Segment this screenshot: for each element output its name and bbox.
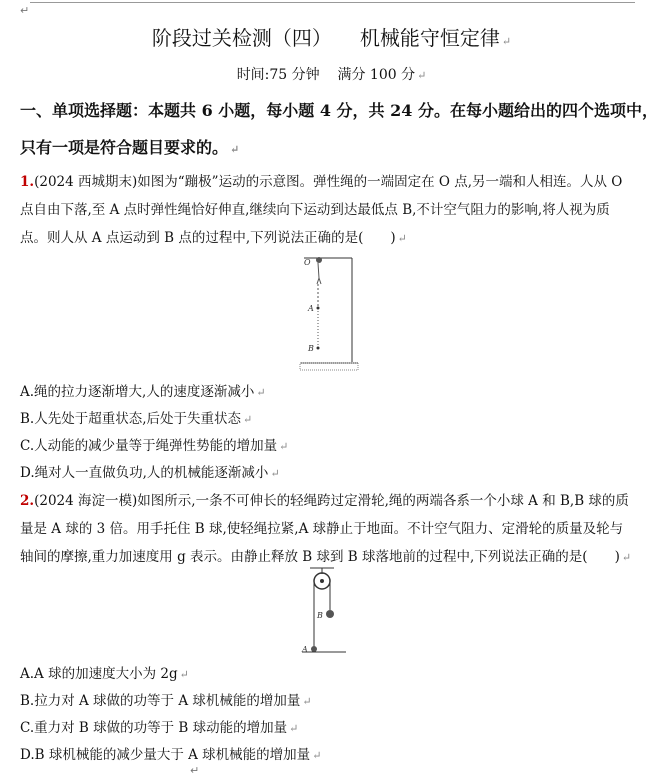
title-part1: 阶段过关检测（四） (151, 26, 332, 50)
title-part2: 机械能守恒定律 (359, 26, 500, 50)
q1-option-c: C.人动能的减少量等于绳弹性势能的增加量 ↵ (20, 438, 289, 454)
q2-option-a: A.A 球的加速度大小为 2g ↵ (20, 666, 189, 682)
q1-line3: 点。则人从 A 点运动到 B 点的过程中,下列说法正确的是( ) ↵ (20, 230, 407, 246)
q1-option-a: A.绳的拉力逐渐增大,人的速度逐渐减小 ↵ (20, 384, 266, 400)
section-heading-line2: 只有一项是符合题目要求的。 ↵ (20, 138, 240, 157)
q2-option-b: B.拉力对 A 球做的功等于 A 球机械能的增加量 ↵ (20, 693, 312, 709)
pulley-figure (300, 566, 350, 656)
page-title: 阶段过关检测（四） 机械能守恒定律 ↵ (151, 26, 512, 50)
q2-line2: 量是 A 球的 3 倍。用手托住 B 球,使轻绳拉紧,A 球静止于地面。不计空气阻力、定滑轮的质量及轮与 (20, 521, 624, 537)
header-rule (30, 2, 635, 3)
q2-line1: 2.(2024 海淀一模)如图所示,一条不可伸长的轻绳跨过定滑轮,绳的两端各系一个小球 A 和 B,B 球的质 (20, 493, 629, 509)
label-b: B (308, 344, 314, 353)
person-icon (316, 257, 322, 263)
exam-meta: 时间:75 分钟 满分 100 分 ↵ (236, 67, 427, 83)
q2-number: 2. (20, 493, 35, 509)
label-b: B (317, 611, 323, 620)
label-a: A (302, 645, 308, 654)
q2-option-d: D.B 球机械能的减少量大于 A 球机械能的增加量 ↵ (20, 747, 322, 763)
section-heading-line1: 一、单项选择题：本题共 6 小题，每小题 4 分，共 24 分。在每小题给出的四个选项中， (20, 101, 658, 120)
label-o: O (304, 258, 311, 267)
paragraph-mark: ↵ (190, 764, 200, 777)
q1-option-d: D.绳对人一直做负功,人的机械能逐渐减小 ↵ (20, 465, 280, 481)
paragraph-mark: ↵ (20, 4, 30, 17)
q1-number: 1. (20, 174, 35, 190)
q1-option-b: B.人先处于超重状态,后处于失重状态 ↵ (20, 411, 253, 427)
exam-time-score: 时间:75 分钟 满分 100 分 (236, 67, 416, 83)
label-a: A (308, 304, 314, 313)
bungee-figure (296, 250, 362, 376)
q1-line2: 点自由下落,至 A 点时弹性绳恰好伸直,继续向下运动到达最低点 B,不计空气阻力的影响,将人视为质 (20, 202, 610, 218)
q1-line1: 1.(2024 西城期末)如图为“蹦极”运动的示意图。弹性绳的一端固定在 O 点,另一端和人相连。人从 O (20, 174, 623, 190)
q2-option-c: C.重力对 B 球做的功等于 B 球动能的增加量 ↵ (20, 720, 299, 736)
q2-line3: 轴间的摩擦,重力加速度用 g 表示。由静止释放 B 球到 B 球落地前的过程中,下列说法正确的是( ) ↵ (20, 549, 632, 565)
